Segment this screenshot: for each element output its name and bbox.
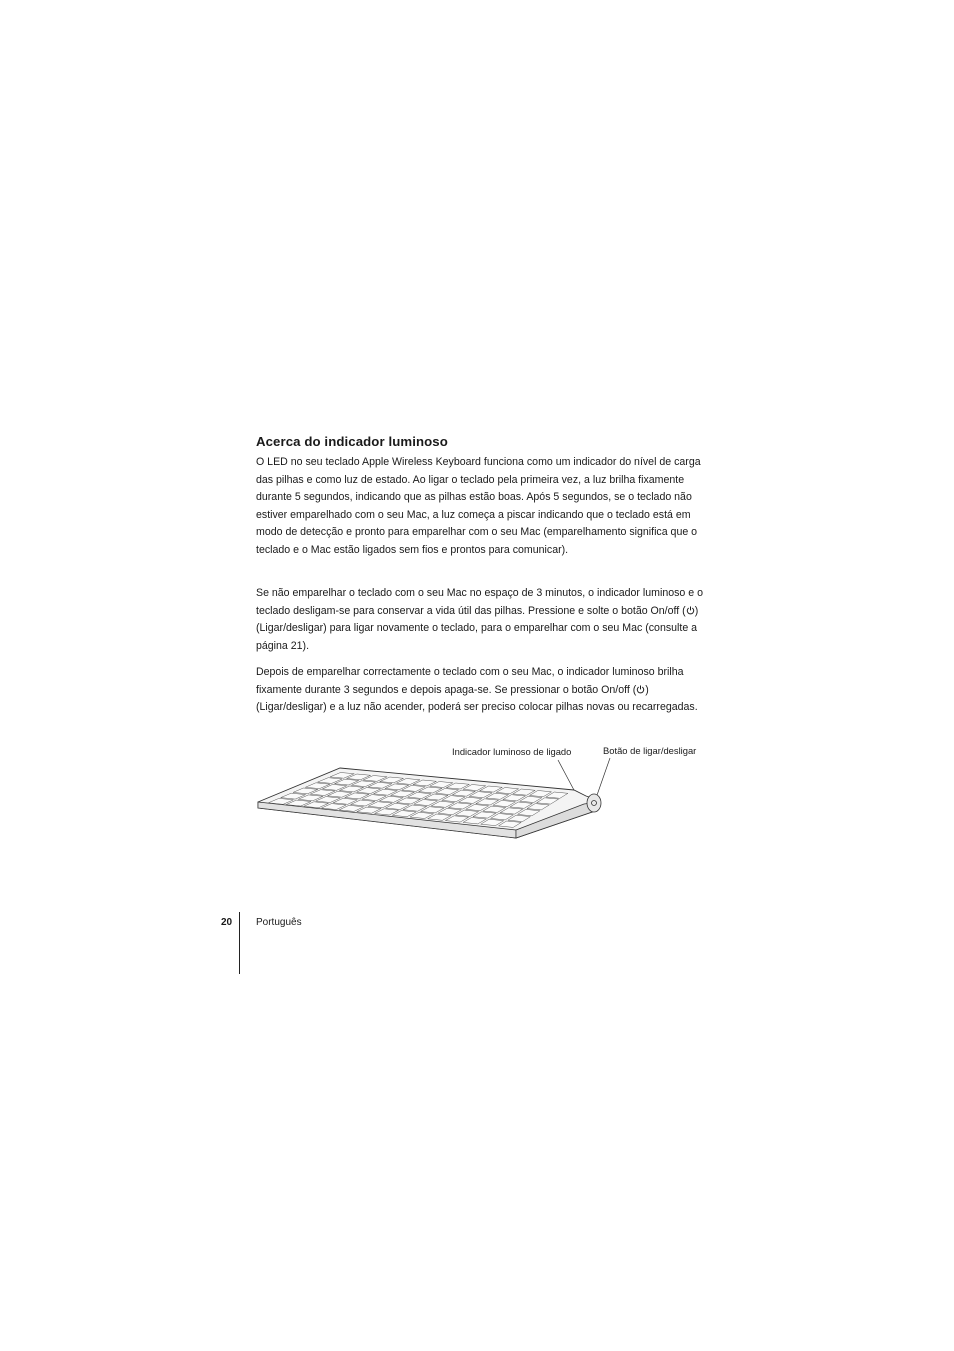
paragraph-led-description: O LED no seu teclado Apple Wireless Keyboard funciona como um indicador do nível de carga das pilhas e como luz de estado. Ao ligar o teclado pela primeira vez, a luz brilha fixamente durante 5 segundos, indicando que as pilhas estão boas. Após 5 segundos, se o teclado não estiver emparelhado com o seu Mac, a luz começa a piscar indicando que o teclado está em modo de detecção e pronto para emparelhar com o seu Mac (emparelhamento significa que o teclado e o Mac estão ligados sem fios e prontos para comunicar).	[256, 456, 701, 556]
section-heading: Acerca do indicador luminoso	[256, 434, 448, 449]
paragraph-text: ) (Ligar/desligar) e a luz não acender, poderá ser preciso colocar pilhas novas ou recarregadas.	[256, 683, 698, 714]
callout-button-label: Botão de ligar/desligar	[603, 745, 697, 756]
battery-cap	[587, 794, 601, 812]
callout-led-line	[558, 760, 575, 792]
paragraph-text: Depois de emparelhar correctamente o teclado com o seu Mac, o indicador luminoso brilha fixamente durante 3 segundos e depois apaga-se. Se pressionar o botão On/off (	[256, 666, 684, 696]
page-number: 20	[221, 917, 233, 928]
power-icon	[636, 685, 645, 694]
paragraph-text: ) (Ligar/desligar) para ligar novamente o teclado, para o emparelhar com o seu Mac (consulte a página 21).	[256, 604, 699, 652]
callout-led-label: Indicador luminoso de ligado	[452, 746, 572, 757]
callout-button-line	[596, 758, 610, 798]
paragraph-text: Se não emparelhar o teclado com o seu Mac no espaço de 3 minutos, o indicador luminoso e o teclado desligam-se para conservar a vida útil das pilhas. Pressione e solte o botão On/off (	[256, 587, 703, 617]
footer-language: Português	[256, 917, 302, 928]
keyboard-illustration-icon	[248, 740, 718, 850]
keyboard-figure	[248, 740, 718, 850]
footer-divider	[239, 912, 240, 974]
paragraph-auto-off	[256, 585, 716, 655]
power-icon	[686, 606, 695, 615]
paragraph-paired	[256, 664, 716, 717]
